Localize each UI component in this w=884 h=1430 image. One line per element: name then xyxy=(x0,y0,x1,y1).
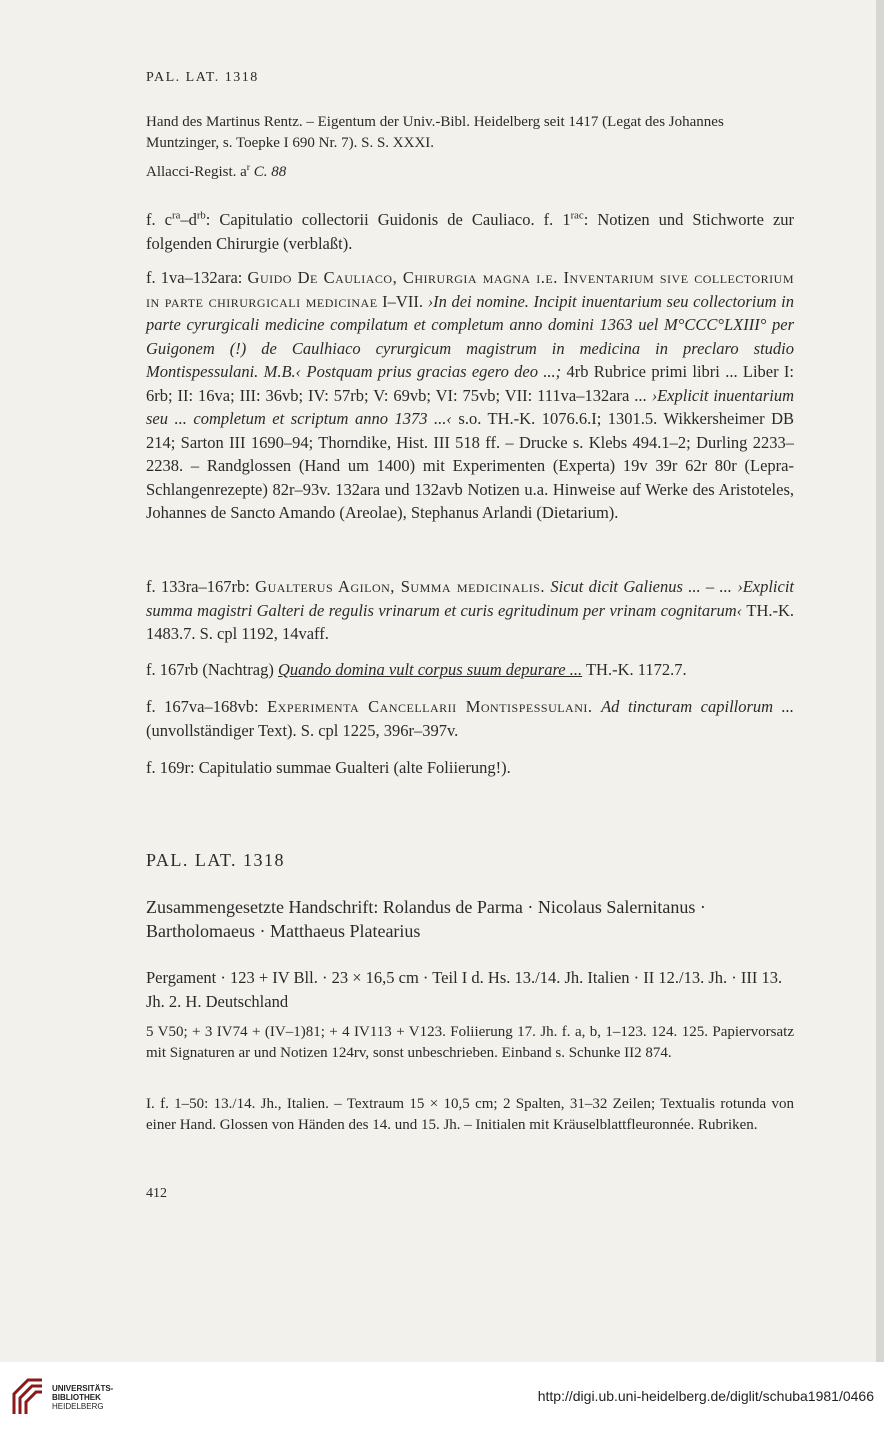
entry-2 xyxy=(146,266,794,525)
entry-2-books: I–VII. xyxy=(382,291,423,311)
allacci-label: Allacci-Regist. a xyxy=(146,164,247,180)
library-name-line-1: UNIVERSITÄTS- xyxy=(52,1384,114,1393)
manuscript-title: Zusammengesetzte Handschrift: Rolandus de Parma · Nicolaus Salernitanus · Bartholomaeus · Matthaeus Platearius xyxy=(146,897,706,941)
entry-2-references: s.o. TH.-K. 1076.6.I; 1301.5. Wikkersheimer DB 214; Sarton III 1690–94; Thorndike, Hist. III 518 ff. – Drucke s. Klebs 494.1–2; Durling 2233–2238. – Randglossen (Hand um 1400) mit Experimenten (Experta) 19v 39r 62r 80r (Lepra-Schlangenrezepte) 82r–93v. 132ara und 132avb Notizen u.a. Hinweise auf Werke des Aristoteles, Johannes de Sancto Amando (Areolae), Stephanus Arlandi (Dietarium). xyxy=(146,409,794,522)
entry-1 xyxy=(146,208,794,255)
entry-1-sup-1: ra xyxy=(172,209,181,222)
page-number: 412 xyxy=(146,1186,167,1201)
collation-note: 5 V50; + 3 IV74 + (IV–1)81; + 4 IV113 + V123. Foliierung 17. Jh. f. a, b, 1–123. 124. 125. Papiervorsatz mit Signaturen ar und Notizen 124rv, sonst unbeschrieben. Einband s. Schunke II2 874. xyxy=(146,1024,794,1061)
entry-4-incipit: Quando domina vult corpus suum depurare ... xyxy=(277,660,583,679)
library-name-line-2: BIBLIOTHEK xyxy=(52,1393,101,1402)
entry-1-folio: f. c xyxy=(146,210,172,229)
entry-4 xyxy=(146,658,794,682)
entry-1-text-2: : Notizen und Stichworte zur folgenden Chirurgie (verblaßt). xyxy=(146,210,795,253)
second-running-head: PAL. LAT. 1318 xyxy=(146,850,286,870)
entry-5-title: Experimenta Cancellarii Montispessulani. xyxy=(267,697,593,716)
entry-3-references: TH.-K. 1483.7. S. cpl 1192, 14vaff. xyxy=(146,600,795,643)
library-name-line-3: HEIDELBERG xyxy=(52,1402,104,1411)
entry-5-incipit: Ad tincturam capillorum ... xyxy=(601,697,795,716)
entry-3-author-title: Gualterus Agilon, Summa medicinalis. xyxy=(255,577,546,596)
entry-2-contents: 4rb Rubrice primi libri ... Liber I: 6rb; II: 16va; III: 36vb; IV: 57rb; V: 69vb; VI: 75vb; VII: 111va–132ara ... xyxy=(146,362,795,405)
entry-1-sup-3: rac xyxy=(570,209,584,222)
entry-2-author-title: Guido De Cauliaco, Chirurgia magna i.e. Inventarium sive collectorium in parte chirurgicali medicinae xyxy=(146,268,795,311)
entry-4-references: TH.-K. 1172.7. xyxy=(585,660,687,679)
entry-3-incipit: Sicut dicit Galienus ... – ... ›Explicit summa magistri Galteri de regulis vrinarum et curis egritudinum per vrinam cognitarum‹ xyxy=(146,577,795,620)
entry-2-explicit: ›Explicit inuentarium seu ... completum et scriptum anno 1373 ...‹ xyxy=(146,385,794,428)
entry-5-folio: f. 167va–168vb: xyxy=(146,697,259,716)
entry-6: f. 169r: Capitulatio summae Gualteri (alte Foliierung!). xyxy=(146,758,511,777)
entry-5 xyxy=(146,695,794,742)
entry-1-mid: –d xyxy=(180,210,197,229)
entry-2-incipit: ›In dei nomine. Incipit inuentarium seu collectorium in parte cyrurgicali medicine compilatum et completum anno domini 1363 uel M°CCC°LXIII° per Guigonem (!) de Caulhiaco cyrurgicum magistrum in medicina in preclaro studio Montispessulani. M.B.‹ Postquam prius gracias egero deo ...; xyxy=(146,291,794,381)
source-url-link[interactable]: http://digi.ub.uni-heidelberg.de/diglit/schuba1981/0466 xyxy=(537,1388,874,1404)
library-name xyxy=(52,1384,113,1411)
entry-2-folio: f. 1va–132ara: xyxy=(146,268,243,287)
footer-bar xyxy=(0,1362,884,1430)
page-edge xyxy=(876,0,884,1362)
provenance-note: Hand des Martinus Rentz. – Eigentum der Univ.-Bibl. Heidelberg seit 1417 (Legat des Johannes Muntzinger, s. Toepke I 690 Nr. 7). S. S. XXXI. xyxy=(146,114,724,151)
allacci-sup: r xyxy=(246,162,251,173)
entry-1-sup-2: rb xyxy=(196,209,206,222)
allacci-register xyxy=(146,162,794,183)
running-head: PAL. LAT. 1318 xyxy=(146,70,259,85)
allacci-ref: C. 88 xyxy=(253,164,287,180)
entry-1-text: : Capitulatio collectorii Guidonis de Cauliaco. f. 1 xyxy=(205,210,571,229)
library-logo-icon xyxy=(10,1376,46,1416)
part-1-description: I. f. 1–50: 13./14. Jh., Italien. – Textraum 15 × 10,5 cm; 2 Spalten, 31–32 Zeilen; Textualis rotunda von einer Hand. Glossen von Händen des 14. und 15. Jh. – Initialen mit Kräuselblattfleuronnée. Rubriken. xyxy=(146,1096,794,1133)
entry-3 xyxy=(146,575,794,646)
entry-3-folio: f. 133ra–167rb: xyxy=(146,577,250,596)
entry-5-references: (unvollständiger Text). S. cpl 1225, 396r–397v. xyxy=(146,720,459,740)
entry-4-folio: f. 167rb (Nachtrag) xyxy=(146,660,274,679)
material-description: Pergament · 123 + IV Bll. · 23 × 16,5 cm · Teil I d. Hs. 13./14. Jh. Italien · II 12./13. Jh. · III 13. Jh. 2. H. Deutschland xyxy=(146,968,783,1011)
